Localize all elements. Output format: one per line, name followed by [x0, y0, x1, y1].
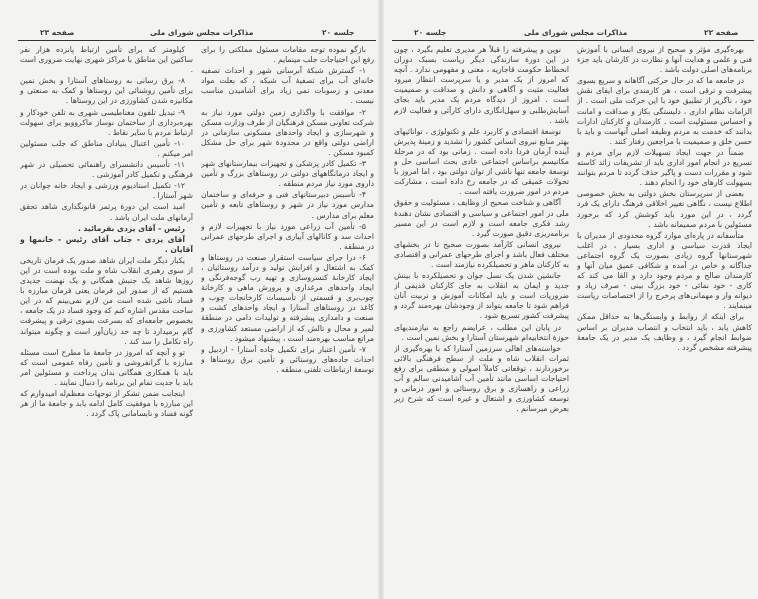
text-column-right: [201, 45, 374, 591]
paragraph: ۱- گسترش شبکهٔ آبرسانی شهر و احداث تصفیه خانه‌ای آب برای تصفیهٔ آب شبکه ، که بعلت مواد معدنی و رسوبات نمی‌ زیاد برای آشامیدن مناسب نیست .: [201, 66, 374, 106]
page-number: صفحه ۲۳: [40, 28, 75, 37]
header-rule: [392, 40, 754, 41]
text-column-right: [577, 45, 752, 591]
paragraph: جانشین شدن یک نسل جوان و تحصیلکرده با بینش جدید و ایمان به انقلاب به جای کارکنان قدیمی از ضروریات است و باید امکانات آموزش و تربیت آنان فراهم شود تا جامعه بتواند از وجودشان بهره‌مند گردد و پیشرفت کشور تسریع شود .: [394, 271, 569, 321]
right-page: [384, 0, 758, 599]
paragraph: اینجانب ضمن تشکر از توجهات معظم‌له امیدوارم که این مبارزه با موفقیت کامل ادامه یابد و جامعهٔ ما از هر گونه فساد و نابسامانی پاک گردد .: [20, 389, 193, 419]
page-title: مذاکرات مجلس شورای ملی: [524, 28, 628, 37]
paragraph: ۱۲- تکمیل استادیوم ورزشی و ایجاد خانه جوانان در شهر آستارا .: [20, 181, 193, 201]
paragraph: ضمناً در جهت ایجاد تسهیلات لازم برای مردم و تسریع در انجام امور اداری باید از تشریفات زائد کاسته شود و مقررات دست و پاگیر حذف گردد تا مردم بتوانند بسهولت کارهای خود را انجام دهند .: [577, 147, 752, 188]
header-rule: [18, 40, 376, 41]
paragraph: کیلومتر که برای تأمین ارتباط پانزده هزار نفر ساکنین این مناطق با مراکز شهری نهایت ضروری است .: [20, 45, 193, 75]
paragraph: امید است این دورهٔ پرثمر قانونگذاری شاهد تحقق آرمانهای ملت ایران باشد .: [20, 202, 193, 222]
paragraph: ۹- تبدیل تلفون مغناطیسی شهری به تلفن خودکار و بهره‌برداری از ساختمان نوساز ماکروویو برای سهولت ارتباط مردم با سایر نقاط .: [20, 107, 193, 137]
paragraph: بازگو نموده توجه مقامات مسئول مملکتی را برای رفع این احتیاجات جلب مینمایم .: [201, 45, 374, 65]
paragraph: ۳- تکمیل کادر پزشکی و تجهیزات بیمارستانهای شهر و ایجاد درمانگاههای دولتی در روستاهای بزرگ و تأمین داروی مورد نیاز مردم منطقه .: [201, 159, 374, 189]
paragraph: آگاهی و شناخت صحیح از وظایف ، مسئولیت و حقوق ملی در امور اجتماعی و سیاسی و اقتصادی نشان دهندهٔ رشد فکری جامعه است و لازم است در این مسیر برنامه‌ریزی دقیق صورت گیرد .: [394, 198, 569, 238]
paragraph: خواسته‌های اهالی سرزمین آستارا که با بهره‌گیری از ثمرات انقلاب شاه و ملت از سطح فرهنگی بالائی برخوردارند ، توقعاتی کاملاً اصولی و منطقی برای رفع احتیاجات اساسی مانند تأمین آب آشامیدنی سالم و آب زراعی و راهسازی و برق روستائی و امور درمانی و توسعه کشاورزی و اشتغال و غیره است که شرح زیر بعرض میرسانم .: [394, 343, 569, 414]
paragraph: بعضی از سرپرستان بخش دولتی به بخش خصوصی اطلاع نیست ، نگاهی تغییر اخلاقی فرهنگ دارای یک فرد گردد ، در این مورد باید کوشش کرد که برخورد مسئولین با مردم صمیمانه باشد .: [577, 189, 752, 229]
paragraph: ۵- تأمین آب زراعی مورد نیاز با تجهیزات لازم و احداث سد و کانالهای آبیاری و اجرای طرحهای عمرانی در منطقه .: [201, 221, 374, 251]
paragraph: برای اینکه از روابط و وابستگی‌ها به حداقل ممکن کاهش یابد ، باید انتخاب و انتصاب مدیران بر اساس ضوابط انجام گیرد ، و وظایف یک مدیر در یک جامعهٔ پیشرفته مشخص گردد .: [577, 312, 752, 352]
paragraph: در جامعه ما که در حال حرکتی آگاهانه و سریع بسوی پیشرفت و ترقی است ، هر کارمندی برای ایفای نقش خود ، ناگزیر از تطبیق خود با این حرکت ملی است . از الزامات نظام اداری ، دلبستگی بکار و صداقت و امانت و احساس مسئولیت است . کارمندان و کارکنان ادارات بدانند که خدمت به مردم وظیفه اصلی آنهاست و باید با حسن خلق و صمیمیت با مراجعین رفتار کنند .: [577, 76, 752, 146]
paragraph: یکبار دیگر ملت ایران شاهد صدور یک فرمان تاریخی از سوی رهبری انقلاب شاه و ملت بوده است در این روزها شاهد یک جنبش همگانی و یک نهضت جدیدی هستیم که از صدور این فرمان یعنی فرمان مبارزه با فساد ناشی شده است من لازم نمی‌بینم که در این ساحت مقدس اشاره کنم که وجود فساد در یک جامعه ، بخصوص جامعه‌ای که بسرعت بسوی ترقی و پیشرفت گام برمیدارد تا چه حد زیان‌آور است و چگونه میتواند راه تکامل را سد کند .: [20, 255, 193, 346]
paragraph: ۷- تأمین اعتبار برای تکمیل جاده آستارا - اردبیل و احداث جاده‌های روستائی و تأمین برق روستاها و توسعهٔ ارتباطات تلفنی منطقه .: [201, 344, 374, 374]
paragraph: ۱۱- تأسیس دانشسرای راهنمائی تحصیلی در شهر فرهنگی و تکمیل کادر آموزشی .: [20, 160, 193, 180]
paragraph: تو و آنچه که امروز در جامعهٔ ما مطرح است مسئله مبارزه با گرانفروشی و تأمین رفاه عمومی است که باید با همکاری همگانی بدان پرداخت و مسئولین امر باید با جدیت تمام این برنامه را دنبال نمایند .: [20, 347, 193, 387]
paragraph: ۸- برق رسانی به روستاهای آستارا و بخش نمین برای تأمین روشنائی این روستاها و کمک به صنعتی و مکانیزه شدن کشاورزی در این روستاها .: [20, 76, 193, 106]
paragraph: نوین و پیشرفته را قبلاً هر مدیری تعلیم بگیرد ، چون در این دورهٔ سازندگی دیگر ریاست بسبک دوران انحطاط حکومت قاجاریه ، معنی و مفهومی ندارد . آنچه که امروز از یک مدیر و یا سرپرست انتظار میرود فعالیت مثبت و آگاهی و دانش و صداقت و صمیمیت است . امروز از دیدگاه مردم یک مدیر باید بجای آسایش‌طلبی و سهل‌انگاری دارای کارآئی و فعالیت لازم باشد .: [394, 45, 569, 125]
paragraph: توسعهٔ اقتصادی و کاربرد علم و تکنولوژی ، توانائیهای بهتر منابع نیروی انسانی کشور را تشدید و زمینهٔ پذیرش آینده آرمان فردا داده است . زمانی بود که در مرحلهٔ مکانیسم براساس اجتماعی عادی بحث اساسی حل و توسعهٔ جامعه تنها ناشی از توان دولتی بود ، اما امروز با تحولات عمیقی که در جامعه رخ داده است ، مشارکت مردم در امور ضرورت یافته است .: [394, 126, 569, 197]
paragraph: ۶- درا جرای سیاست استقرار صنعت در روستاها و کمک به اشتغال و افزایش تولید و درآمد روستائیان ، ایجاد کارخانهٔ کنسروسازی و تهیه رب گوجه‌فرنگی و ایجاد واحدهای مرغداری و پرورش ماهی و کارخانهٔ چوب‌بری و قسمتی از تأسیسات کارخانجات چوب و کاغذ در روستاهای آستارا و ایجاد واحدهای کشت و صنعت و دامداری پیشرفته و تولیدات دامی در منطقهٔ لمیر و محال و تالش که از اراضی مستعد کشاورزی و مراتع مناسب بهره‌مند است ، پیشنهاد میشود .: [201, 252, 374, 343]
session-label: جلسه ۲۰: [322, 28, 355, 37]
paragraph: رئیس - آقای یزدی بفرمائید .: [77, 223, 185, 233]
text-column-left: [394, 45, 569, 591]
session-label: جلسه ۲۰: [414, 28, 447, 37]
paragraph: نیروی انسانی کارآمد بصورت صحیح تا در بخشهای مختلف فعال باشد و اجرای طرحهای عمرانی و اقتصادی به کارکنان ماهر و تحصیلکرده نیازمند است .: [394, 239, 569, 269]
paragraph: ۱۰- تأمین اعتبال بنیادان مناطق که جلب مسئولین امر میکنم .: [20, 138, 193, 158]
page-title: مذاکرات مجلس شورای ملی: [150, 28, 254, 37]
paragraph: ۴- تأسیس دبیرستانهای فنی و حرفه‌ای و ساختمان مدارس مورد نیاز در شهر و روستاهای تابعه و تأمین معلم برای مدارس .: [201, 190, 374, 220]
paragraph: بهره‌گیری مؤثر و صحیح از نیروی انسانی با آموزش فنی و علمی و هدایت آنها و نظارت در کارشان باید جزء برنامه‌های اصلی دولت باشد .: [577, 45, 752, 75]
paragraph: در پایان این مطلب ، عرایضم راجع به نیازمندیهای حوزهٔ انتخابیه‌ام شهرستان آستارا و بخش نمین است .: [394, 322, 569, 342]
page-number: صفحه ۲۲: [704, 28, 739, 37]
paragraph: ۲- موافقت با واگذاری زمین دولتی مورد نیاز به شرکت تعاونی مسکن فرهنگیان از طرف وزارت مسکن و شهرسازی و ایجاد واحدهای مسکونی سازمانی در اراضی دولتی واقع در محدودهٔ شهر برای حل مشکل کمبود مسکن .: [201, 107, 374, 157]
paragraph: متأسفانه در پاره‌ای موارد گروه محدودی از مدیران با ایجاد قدرت سیاسی و اداری بسیار ، در اغلب شهرستانها گروه زیادی بصورت یک گروه اجتماعی جداگانه و خاص در آمده و شکافی عمیق میان آنها و کارمندان صالح و مردم وجود دارد و القا می کند که کاری - خود نمائی - خود بزرگ بینی - صرف زیاد و دیوانه وار و مهمانی‌های پرخرج را از اختصاصات ریاست مینمایند .: [577, 230, 752, 311]
text-column-left: [20, 45, 193, 591]
paragraph: آقای یزدی - جناب آقای رئیس - خانمها و آقایان .: [20, 234, 193, 254]
